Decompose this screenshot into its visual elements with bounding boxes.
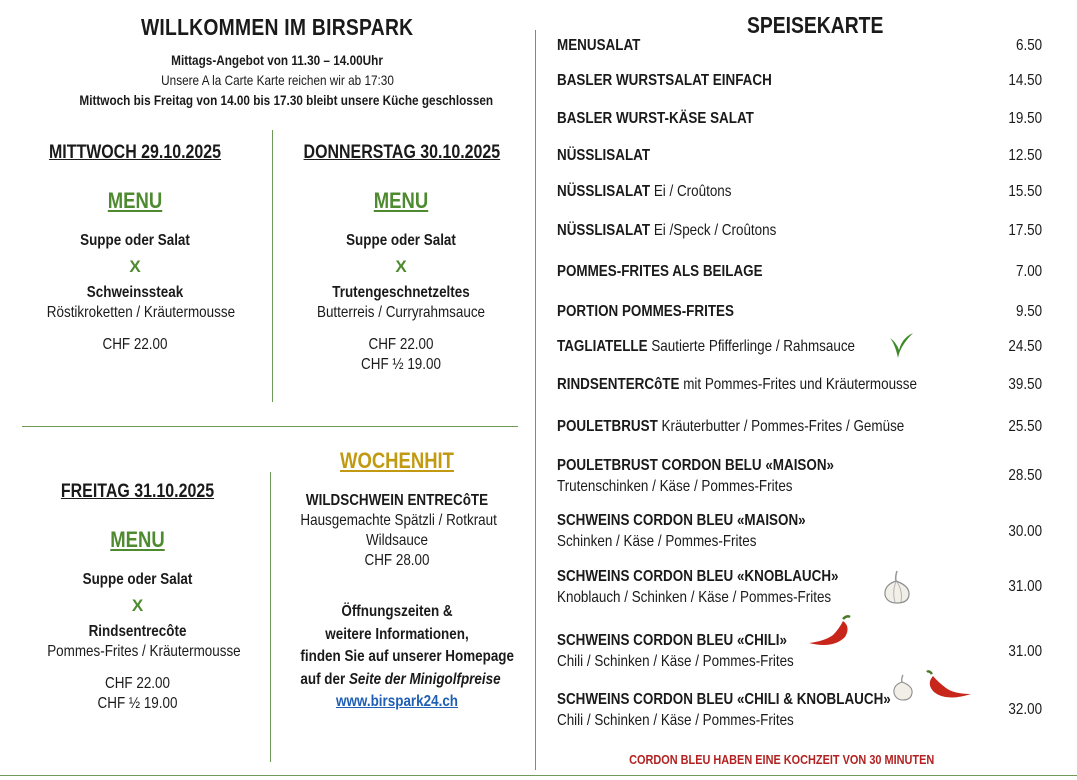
item-name: POULETBRUST xyxy=(557,418,658,435)
lunch-hours-text: Mittags-Angebot von 11.30 – 14.00Uhr xyxy=(171,52,384,68)
item-text xyxy=(557,37,640,55)
item-name: SCHWEINS CORDON BLEU «MAISON» xyxy=(557,512,806,529)
item-description: Knoblauch / Schinken / Käse / Pommes-Frites xyxy=(557,589,832,606)
day-menu-thursday xyxy=(285,142,517,374)
item-name: SCHWEINS CORDON BLEU «KNOBLAUCH» xyxy=(557,568,839,585)
item-name: NÜSSLISALAT xyxy=(557,222,651,239)
garlic-icon xyxy=(890,673,916,703)
item-price: 32.00 xyxy=(1008,701,1042,718)
item-name: TAGLIATELLE xyxy=(557,338,648,355)
menu-label: MENU xyxy=(110,527,165,552)
speisekarte-item xyxy=(557,72,1042,96)
starter-text: Suppe oder Salat xyxy=(346,232,456,249)
chili-icon xyxy=(803,613,853,651)
menu-price-half: CHF ½ 19.00 xyxy=(97,695,178,712)
item-text xyxy=(557,183,732,201)
speisekarte-title: SPEISEKARTE xyxy=(746,12,884,38)
item-price: 31.00 xyxy=(1008,578,1042,595)
info-block xyxy=(282,601,512,713)
item-text xyxy=(557,512,806,551)
speisekarte-item xyxy=(557,303,1042,327)
side-dish: Pommes-Frites / Kräutermousse xyxy=(47,643,241,660)
item-description: Ei / Croûtons xyxy=(650,183,732,200)
item-description: Chili / Schinken / Käse / Pommes-Frites xyxy=(557,653,794,670)
item-description: Sautierte Pfifferlinge / Rahmsauce xyxy=(647,338,856,355)
starter-text: Suppe oder Salat xyxy=(82,571,193,588)
item-text xyxy=(557,263,763,281)
item-name: POMMES-FRITES ALS BEILAGE xyxy=(557,263,763,280)
speisekarte-item xyxy=(557,147,1042,171)
day-date: DONNERSTAG 30.10.2025 xyxy=(303,142,501,163)
menu-price: CHF 22.00 xyxy=(368,336,434,353)
homepage-link[interactable]: www.birspark24.ch xyxy=(335,693,459,710)
info-line: auf der Seite der Minigolfpreise xyxy=(300,670,501,688)
speisekarte-item xyxy=(557,110,1042,134)
item-name: SCHWEINS CORDON BLEU «CHILI» xyxy=(557,632,787,649)
item-text xyxy=(557,568,839,607)
wochenhit-block xyxy=(282,448,512,570)
item-price: 31.00 xyxy=(1008,643,1042,660)
item-description: Kräuterbutter / Pommes-Frites / Gemüse xyxy=(657,418,905,435)
item-price: 17.50 xyxy=(1008,222,1042,239)
item-text xyxy=(557,222,776,240)
item-price: 15.50 xyxy=(1008,183,1042,200)
item-name: BASLER WURST-KÄSE SALAT xyxy=(557,110,754,127)
speisekarte-item xyxy=(557,568,1042,614)
divider-bottom xyxy=(0,775,1077,776)
item-price: 19.50 xyxy=(1008,110,1042,127)
item-price: 25.50 xyxy=(1008,418,1042,435)
divider-vertical-top xyxy=(272,130,273,402)
item-price: 7.00 xyxy=(1015,263,1042,280)
item-name: POULETBRUST CORDON BELU «MAISON» xyxy=(557,457,835,474)
day-menu-wednesday xyxy=(30,142,240,354)
speisekarte-item xyxy=(557,338,1042,362)
item-text xyxy=(557,376,917,394)
menu-label: MENU xyxy=(373,188,429,213)
speisekarte-item xyxy=(557,37,1042,61)
info-line: weitere Informationen, xyxy=(325,625,469,643)
item-description: Schinken / Käse / Pommes-Frites xyxy=(557,533,757,550)
wochenhit-dish: WILDSCHWEIN ENTRECôTE xyxy=(305,492,489,509)
item-price: 12.50 xyxy=(1008,147,1042,164)
divider-vertical-bottom xyxy=(270,472,271,762)
item-price: 14.50 xyxy=(1008,72,1042,89)
main-dish: Schweinssteak xyxy=(86,284,184,301)
item-text xyxy=(557,303,734,321)
item-text xyxy=(557,457,834,496)
item-name: RINDSENTERCôTE xyxy=(557,376,680,393)
item-text xyxy=(557,338,855,356)
menu-price: CHF 22.00 xyxy=(105,675,170,692)
side-dish: Röstikroketten / Kräutermousse xyxy=(46,304,236,321)
vegetarian-leaf-icon xyxy=(886,330,916,360)
divider-horizontal-middle xyxy=(22,426,518,427)
main-dish: Trutengeschnetzeltes xyxy=(332,284,470,301)
item-name: SCHWEINS CORDON BLEU «CHILI & KNOBLAUCH» xyxy=(557,691,891,708)
kitchen-closed-text: Mittwoch bis Freitag von 14.00 bis 17.30 bleibt unsere Küche geschlossen xyxy=(79,92,494,108)
item-name: NÜSSLISALAT xyxy=(557,183,651,200)
item-name: MENUSALAT xyxy=(557,37,641,54)
item-price: 24.50 xyxy=(1008,338,1042,355)
wochenhit-title: WOCHENHIT xyxy=(340,448,454,473)
item-name: PORTION POMMES-FRITES xyxy=(557,303,734,320)
wochenhit-sauce: Wildsauce xyxy=(365,532,429,549)
info-line: finden Sie auf unserer Homepage xyxy=(300,648,514,665)
item-price: 28.50 xyxy=(1008,467,1042,484)
item-price: 9.50 xyxy=(1015,303,1042,320)
item-text xyxy=(557,110,754,128)
day-date: FREITAG 31.10.2025 xyxy=(60,481,215,502)
item-description: Ei /Speck / Croûtons xyxy=(650,222,777,239)
starter-text: Suppe oder Salat xyxy=(80,232,190,249)
item-text xyxy=(557,691,891,730)
item-description: mit Pommes-Frites und Kräutermousse xyxy=(679,376,917,393)
page-title: WILLKOMMEN IM BIRSPARK xyxy=(141,14,414,40)
chili-icon xyxy=(926,668,974,704)
item-text xyxy=(557,147,650,165)
side-dish: Butterreis / Curryrahmsauce xyxy=(316,304,486,321)
speisekarte-item xyxy=(557,222,1042,246)
item-text xyxy=(557,418,904,436)
day-menu-friday xyxy=(30,481,245,713)
wochenhit-price: CHF 28.00 xyxy=(364,552,430,569)
speisekarte-item xyxy=(557,376,1042,400)
speisekarte-item xyxy=(557,263,1042,287)
item-name: NÜSSLISALAT xyxy=(557,147,651,164)
item-description: Chili / Schinken / Käse / Pommes-Frites xyxy=(557,712,794,729)
item-price: 39.50 xyxy=(1008,376,1042,393)
item-price: 30.00 xyxy=(1008,523,1042,540)
speisekarte-item xyxy=(557,512,1042,558)
divider-column xyxy=(535,30,536,770)
menu-price-half: CHF ½ 19.00 xyxy=(361,356,441,373)
item-text xyxy=(557,632,794,671)
speisekarte-item xyxy=(557,183,1042,207)
wochenhit-side: Hausgemachte Spätzli / Rotkraut xyxy=(300,512,497,529)
item-price: 6.50 xyxy=(1015,37,1042,54)
main-dish: Rindsentrecôte xyxy=(88,623,187,640)
a-la-carte-hours-text: Unsere A la Carte Karte reichen wir ab 17:30 xyxy=(161,72,394,88)
info-line: Öffnungszeiten & xyxy=(341,603,453,620)
speisekarte-item xyxy=(557,457,1042,503)
speisekarte-item xyxy=(557,418,1042,442)
garlic-icon xyxy=(880,569,914,607)
item-description: Trutenschinken / Käse / Pommes-Frites xyxy=(557,478,793,495)
menu-price: CHF 22.00 xyxy=(102,336,168,353)
menu-label: MENU xyxy=(107,188,163,213)
day-date: MITTWOCH 29.10.2025 xyxy=(48,142,222,163)
separator-x: X xyxy=(131,596,144,615)
separator-x: X xyxy=(129,257,141,276)
cordon-bleu-note: CORDON BLEU HABEN EINE KOCHZEIT VON 30 MINUTEN xyxy=(629,752,935,767)
item-text xyxy=(557,72,772,90)
item-name: BASLER WURSTSALAT EINFACH xyxy=(557,72,772,89)
separator-x: X xyxy=(395,257,407,276)
